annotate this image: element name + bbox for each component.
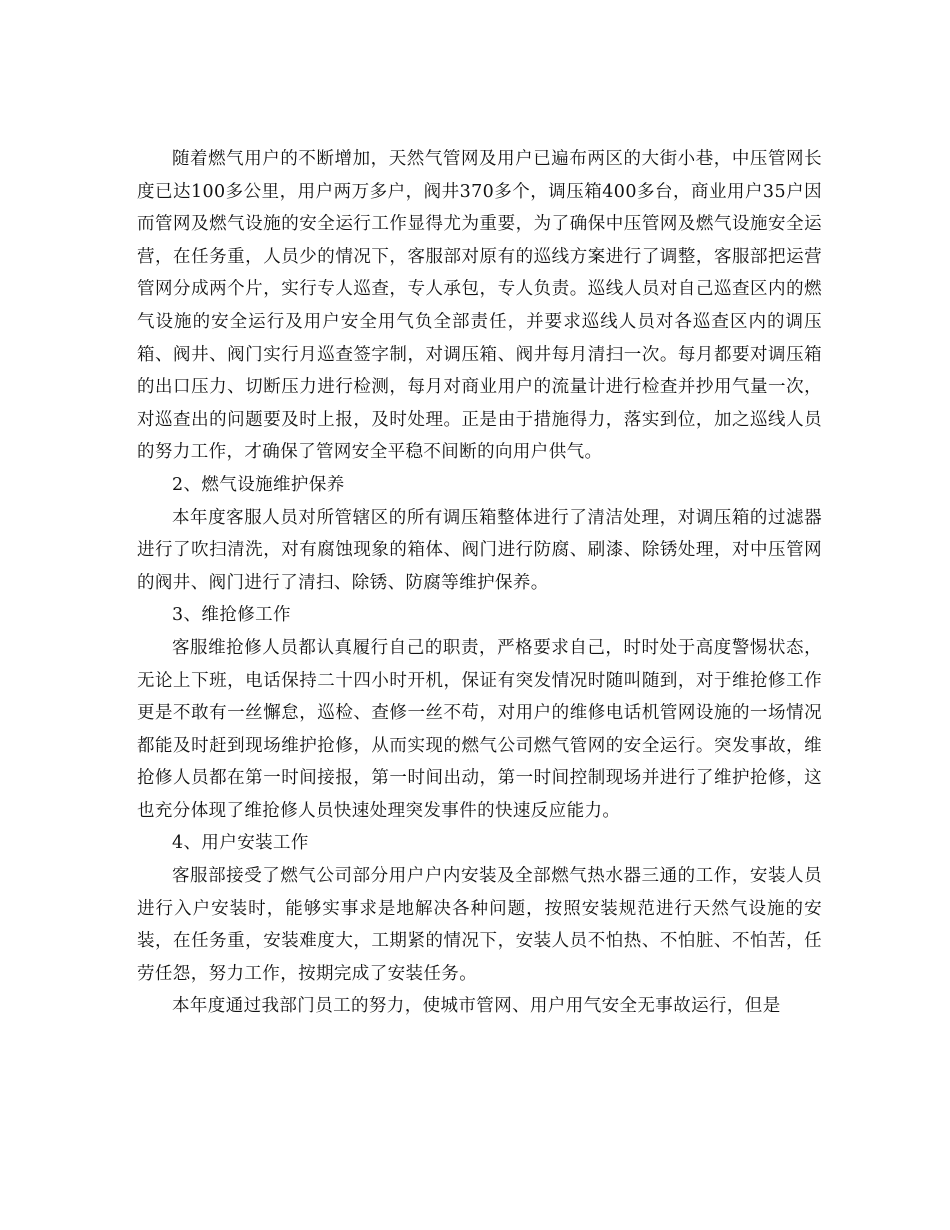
paragraph-summary: 本年度通过我部门员工的努力，使城市管网、用户用气安全无事故运行，但是 [172,996,781,1017]
paragraph-repair: 客服维抢修人员都认真履行自己的职责，严格要求自己，时时处于高度警惕状态，无论上下班，电话保持二十四小时开机，保证有突发情况时随叫随到，对于维抢修工作更是不敢有一丝懈怠，巡检、查修一丝不苟，对用户的维修电话机管网设施的一场情况都能及时赶到现场维护抢修，从而实现的燃气公司燃气管网的安全运行。突发事故，维抢修人员都在第一时间接报，第一时间出动，第一时间控制现场并进行了维护抢修，这也充分体现了维抢修人员快速处理突发事件的快速反应能力。 [137,637,822,821]
heading-installation: 4、用户安装工作 [172,833,309,854]
paragraph-installation: 客服部接受了燃气公司部分用户户内安装及全部燃气热水器三通的工作，安装人员进行入户安装时，能够实事求是地解决各种问题，按照安装规范进行天然气设施的安装，在任务重，安装难度大，工期紧的情况下，安装人员不怕热、不怕脏、不怕苦，任劳任怨，努力工作，按期完成了安装任务。 [137,866,822,984]
paragraph-patrol: 随着燃气用户的不断增加，天然气管网及用户已遍布两区的大街小巷，中压管网长度已达100多公里，用户两万多户，阀井370多个，调压箱400多台，商业用户35户因而管网及燃气设施的安全运行工作显得尤为重要，为了确保中压管网及燃气设施安全运营，在任务重，人员少的情况下，客服部对原有的巡线方案进行了调整，客服部把运营管网分成两个片，实行专人巡查，专人承包，专人负责。巡线人员对自己巡查区内的燃气设施的安全运行及用户安全用气负全部责任，并要求巡线人员对各巡查区内的调压箱、阀井、阀门实行月巡查签字制，对调压箱、阀井每月清扫一次。每月都要对调压箱的出口压力、切断压力进行检测，每月对商业用户的流量计进行检查并抄用气量一次，对巡查出的问题要及时上报，及时处理。正是由于措施得力，落实到位，加之巡线人员的努力工作，才确保了管网安全平稳不间断的向用户供气。 [137,149,822,463]
document-body [137,143,822,1023]
heading-repair: 3、维抢修工作 [172,605,291,626]
heading-maintenance: 2、燃气设施维护保养 [172,474,345,495]
paragraph-maintenance: 本年度客服人员对所管辖区的所有调压箱整体进行了清洁处理，对调压箱的过滤器进行了吹扫清洗，对有腐蚀现象的箱体、阀门进行防腐、刷漆、除锈处理，对中压管网的阀井、阀门进行了清扫、除锈、防腐等维护保养。 [137,507,822,593]
